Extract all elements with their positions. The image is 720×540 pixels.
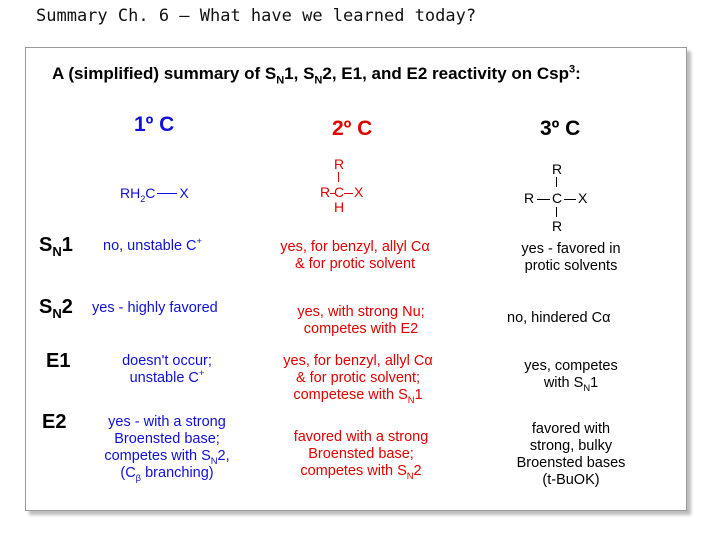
summary-heading: A (simplified) summary of $S_N1$, $S_N2$, E1, and E2 reactivity on Csp$^3$: xyxy=(52,63,581,87)
column-header-secondary: 2º C xyxy=(332,117,373,140)
cell-sn2-tertiary: no, hindered Cα xyxy=(507,310,611,326)
cell-sn2-primary: yes - highly favored xyxy=(92,300,218,316)
row-label-e1: E1 xyxy=(46,350,71,372)
structure-primary: $RH_2C$ X xyxy=(120,185,189,204)
structure-secondary: R R C X H xyxy=(320,156,364,215)
cell-e2-secondary: favored with a strong Broensted base; competes with $S_N2$ xyxy=(293,429,429,481)
slide-title: Summary Ch. 6 – What have we learned today? xyxy=(36,6,477,26)
cell-sn1-secondary: yes, for benzyl, allyl Cα & for protic solvent xyxy=(280,239,430,272)
row-label-sn1: $S_N1$ xyxy=(39,234,73,259)
summary-panel xyxy=(25,47,687,511)
row-label-e2: E2 xyxy=(42,411,67,433)
cell-sn1-tertiary: yes - favored in protic solvents xyxy=(521,241,621,274)
column-header-primary: 1º C xyxy=(134,113,175,136)
cell-e1-secondary: yes, for benzyl, allyl Cα & for protic solvent; competese with $S_N1$ xyxy=(283,353,433,405)
cell-sn2-secondary: yes, with strong Nu; competes with E2 xyxy=(297,304,425,337)
column-header-tertiary: 3º C xyxy=(540,117,581,140)
cell-e2-primary: yes - with a strong Broensted base; competes with $S_N2$, ($C_\beta$ branching) xyxy=(104,414,230,483)
structure-tertiary: R R C X R xyxy=(524,161,588,234)
row-label-sn2: $S_N2$ xyxy=(39,296,73,321)
cell-e1-tertiary: yes, competes with $S_N1$ xyxy=(524,358,618,393)
cell-e2-tertiary: favored with strong, bulky Broensted bases (t-BuOK) xyxy=(516,421,626,488)
cell-e1-primary: doesn't occur; unstable C+ xyxy=(122,353,212,386)
cell-sn1-primary: no, unstable C+ xyxy=(103,235,203,254)
